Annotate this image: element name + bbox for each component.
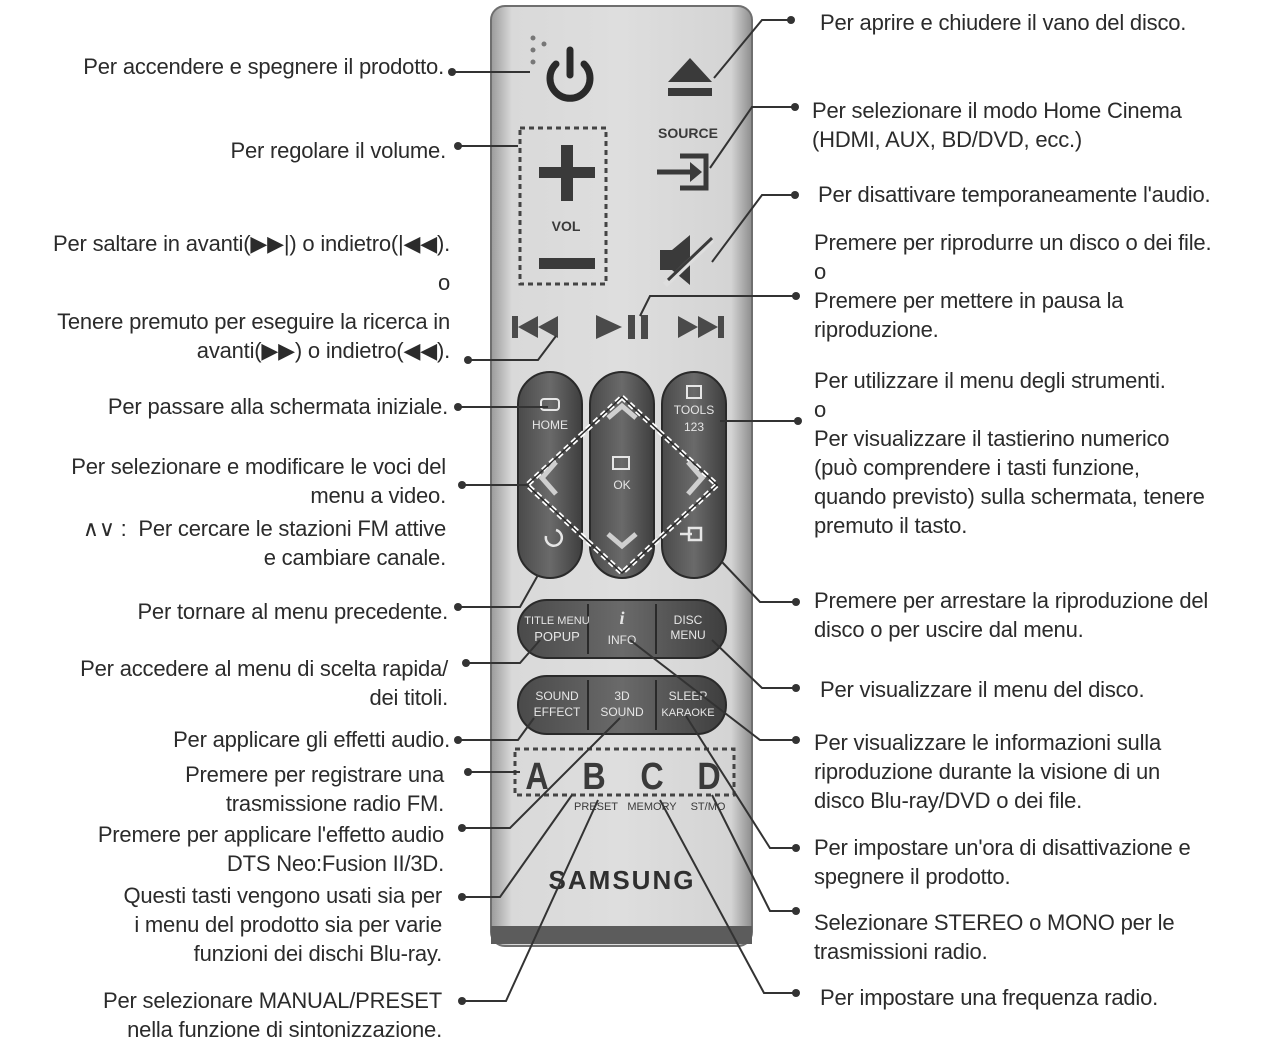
sound-label: SOUND <box>535 689 579 703</box>
label-popup: Per accedere al menu di scelta rapida/ dei titoli. <box>80 656 448 710</box>
label-fm-search: ∧∨ : Per cercare le stazioni FM attive e cambiare canale. <box>82 516 446 570</box>
stmo-label: ST/MO <box>690 801 726 813</box>
label-search: Tenere premuto per eseguire la ricerca in avanti(▶▶) o indietro(◀◀). <box>57 309 450 363</box>
label-color-buttons: Questi tasti vengono usati sia per i menu del prodotto sia per varie funzioni dei dischi Blu-ray. <box>123 883 442 966</box>
tools-sub-label: 123 <box>683 420 705 434</box>
samsung-logo: SAMSUNG <box>548 865 696 895</box>
label-memory: Per impostare una frequenza radio. <box>820 985 1159 1010</box>
label-mute: Per disattivare temporaneamente l'audio. <box>818 182 1211 207</box>
volume-down-icon <box>539 258 595 269</box>
vol-label: VOL <box>551 218 581 234</box>
tools-label: TOOLS <box>673 403 715 417</box>
preset-label: PRESET <box>573 801 619 813</box>
label-tools: Per utilizzare il menu degli strumenti. o Per visualizzare il tastierino numerico (può comprendere i tasti funzione, quando previsto) sulla schermata, tenere premuto il tasto. <box>814 368 1205 538</box>
label-exit: Premere per arrestare la riproduzione del disco o per uscire dal menu. <box>814 588 1209 642</box>
3d-sound-label: SOUND <box>600 705 644 719</box>
label-navigation: Per selezionare e modificare le voci del menu a video. <box>71 454 446 508</box>
karaoke-label: KARAOKE <box>661 707 715 719</box>
label-skip-or: o <box>437 270 450 295</box>
popup-label: POPUP <box>534 629 580 644</box>
info-icon: i <box>619 608 625 628</box>
label-volume: Per regolare il volume. <box>230 138 446 163</box>
sleep-label: SLEEP <box>668 689 708 703</box>
label-record: Premere per registrare una trasmissione radio FM. <box>185 762 444 816</box>
label-preset: Per selezionare MANUAL/PRESET nella funzione di sintonizzazione. <box>103 988 442 1042</box>
label-stmo: Selezionare STEREO o MONO per le trasmissioni radio. <box>814 910 1175 964</box>
info-label: INFO <box>607 633 637 647</box>
source-label: SOURCE <box>658 125 718 141</box>
button-d[interactable]: D <box>697 755 721 798</box>
label-sound-effect: Per applicare gli effetti audio. <box>173 727 450 752</box>
label-source: Per selezionare il modo Home Cinema (HDMI, AUX, BD/DVD, ecc.) <box>812 98 1182 152</box>
menu-label: MENU <box>670 628 706 642</box>
label-skip: Per saltare in avanti(▶▶|) o indietro(|◀◀). <box>53 231 450 256</box>
label-return: Per tornare al menu precedente. <box>137 599 448 624</box>
button-b[interactable]: B <box>582 755 606 798</box>
title-menu-label: TITLE MENU <box>524 615 590 627</box>
label-play-pause: Premere per riprodurre un disco o dei file. o Premere per mettere in pausa la riproduzione. <box>814 230 1212 342</box>
label-power: Per accendere e spegnere il prodotto. <box>83 54 444 79</box>
left-capsule[interactable] <box>518 372 582 578</box>
disc-menu-button[interactable] <box>670 613 705 642</box>
ok-label: OK <box>613 478 631 492</box>
effect-label: EFFECT <box>533 705 581 719</box>
button-a[interactable]: A <box>525 755 549 798</box>
label-eject: Per aprire e chiudere il vano del disco. <box>820 10 1187 35</box>
label-home: Per passare alla schermata iniziale. <box>107 394 448 419</box>
memory-label: MEMORY <box>627 801 677 813</box>
home-label: HOME <box>532 418 568 432</box>
disc-label: DISC <box>673 613 703 627</box>
3d-label: 3D <box>614 689 630 703</box>
button-c[interactable]: C <box>640 755 664 798</box>
label-info: Per visualizzare le informazioni sulla riproduzione durante la visione di un disco Blu-ray/DVD o dei file. <box>814 730 1161 813</box>
label-sleep: Per impostare un'ora di disattivazione e spegnere il prodotto. <box>814 835 1191 889</box>
label-3d-sound: Premere per applicare l'effetto audio DTS Neo:Fusion II/3D. <box>97 822 444 876</box>
label-disc-menu: Per visualizzare il menu del disco. <box>820 677 1145 702</box>
